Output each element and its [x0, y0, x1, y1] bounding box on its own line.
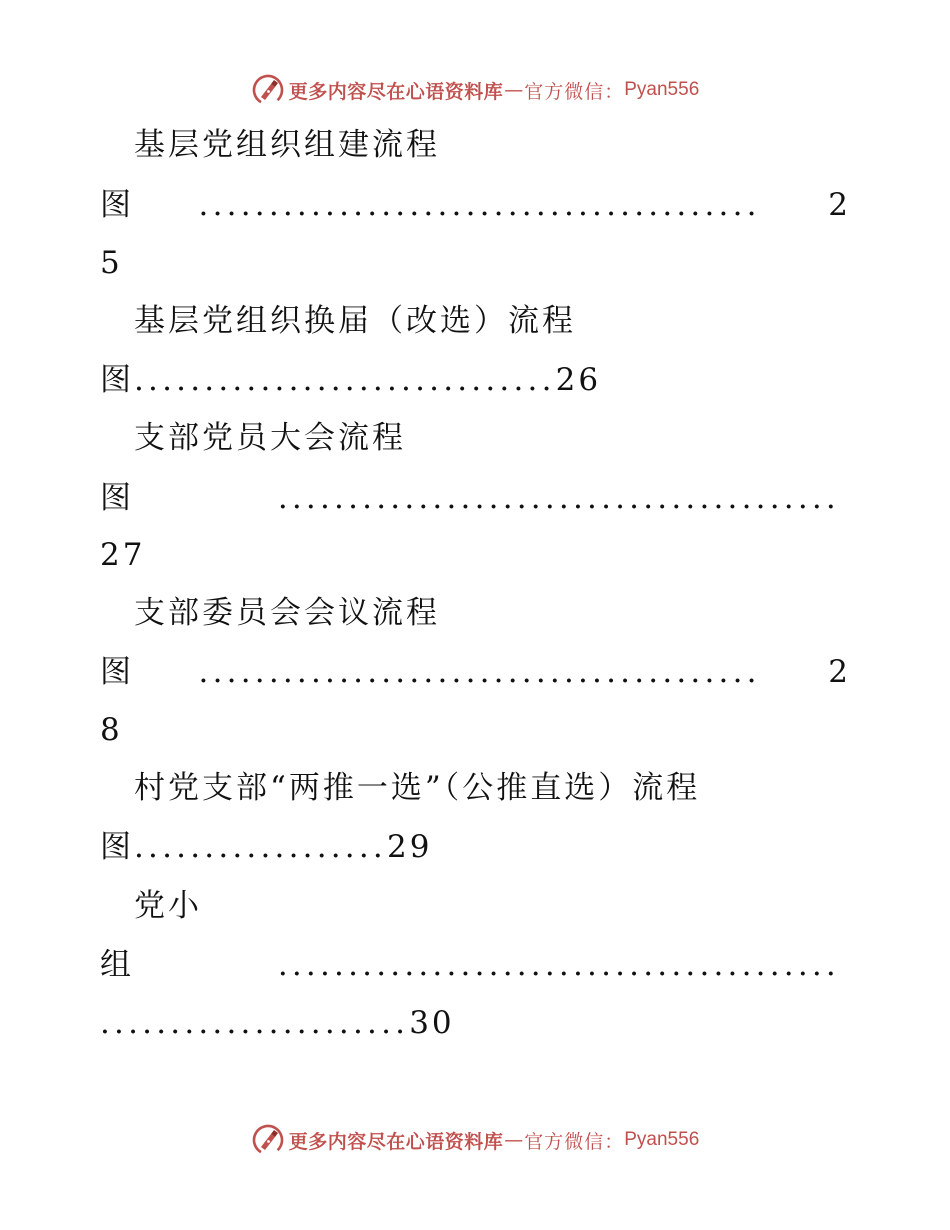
watermark-wechat-id: Pyan556	[624, 79, 700, 100]
toc-entry-title: 支部党员大会流程	[134, 420, 406, 456]
watermark-label: 官方微信：	[524, 80, 625, 103]
toc-entry-title: 基层党组织组建流程	[134, 127, 440, 163]
toc-entry-dots: ........................................	[277, 947, 840, 983]
toc-entry-leader-line	[100, 827, 432, 867]
toc-entry-page: 26	[555, 362, 602, 398]
toc-entry-dots: ........................................	[277, 480, 840, 516]
toc-entry-dots: ......................	[100, 1005, 410, 1041]
watermark-label: 官方微信：	[524, 1130, 625, 1153]
toc-entry-dots: ..............................	[134, 362, 556, 398]
toc-entry-page: 29	[386, 829, 433, 865]
toc-entry-page-wrap	[100, 1003, 455, 1043]
toc-entry-title: 村党支部“两推一选”（公推直选）流程	[134, 770, 701, 806]
toc-entry-lead: 图	[100, 187, 131, 223]
watermark-wechat-id: Pyan556	[624, 1129, 700, 1150]
toc-entry-leader-line	[100, 360, 601, 400]
toc-entry-page-wrap: 8	[100, 712, 123, 748]
toc-entry-title: 支部委员会会议流程	[134, 595, 440, 631]
toc-entry-leader-line	[100, 652, 848, 692]
toc-entry-page-wrap: 27	[100, 537, 146, 573]
toc-entry-page: 30	[409, 1005, 455, 1041]
toc-entry-lead: 组	[100, 947, 131, 983]
toc-entry-lead: 图	[100, 362, 134, 398]
watermark-footer	[0, 1120, 950, 1160]
toc-entry-lead: 图	[100, 480, 131, 516]
toc-entry-lead: 图	[100, 829, 134, 865]
toc-entry-page: 2	[828, 654, 848, 690]
toc-entry-leader-line	[100, 185, 848, 225]
toc-entry-leader-line	[100, 478, 840, 518]
toc-entry-lead: 图	[100, 654, 131, 690]
fountain-pen-logo-icon	[251, 73, 285, 107]
toc-entry-leader-line	[100, 945, 840, 985]
toc-entry-page-wrap: 5	[100, 245, 123, 281]
watermark-dash: —	[504, 79, 524, 101]
watermark-brand: 更多内容尽在心语资料库	[288, 80, 504, 103]
fountain-pen-logo-icon	[251, 1123, 285, 1157]
toc-entry-dots: ........................................	[198, 654, 761, 690]
watermark-dash: —	[504, 1129, 524, 1151]
toc-entry-page: 2	[828, 187, 848, 223]
toc-entry-title: 基层党组织换届（改选）流程	[134, 303, 576, 339]
toc-entry-title: 党小	[134, 888, 202, 924]
watermark-brand: 更多内容尽在心语资料库	[288, 1130, 504, 1153]
watermark-header	[0, 70, 950, 110]
toc-entry-dots: ..................	[134, 829, 387, 865]
toc-entry-dots: ........................................	[198, 187, 761, 223]
